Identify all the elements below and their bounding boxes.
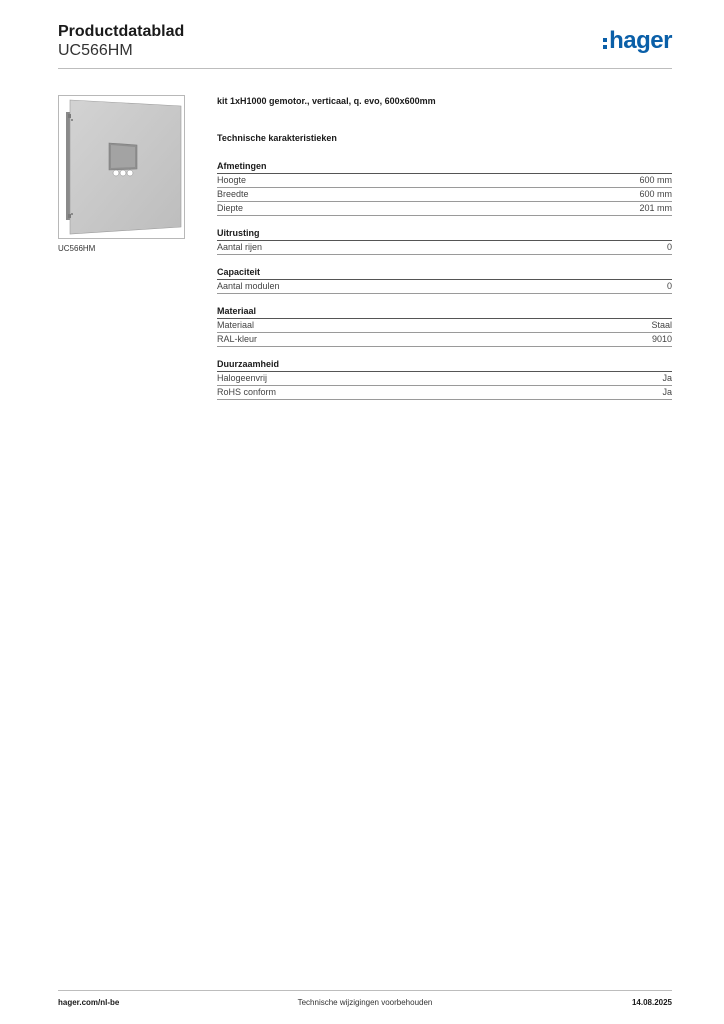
spec-label: Aantal modulen [217, 281, 280, 291]
spec-row [217, 241, 672, 255]
logo-dots-icon [603, 38, 607, 49]
spec-label: RoHS conform [217, 387, 277, 397]
spec-value: Staal [651, 320, 672, 330]
section-title: Duurzaamheid [217, 358, 672, 372]
hager-logo [603, 28, 672, 54]
spec-label: Materiaal [217, 320, 255, 330]
product-image [58, 95, 185, 239]
spec-value: 600 mm [639, 189, 672, 199]
section-title: Afmetingen [217, 160, 672, 174]
section-materiaal [217, 305, 672, 347]
logo-text: hager [609, 27, 672, 54]
spec-value: Ja [662, 373, 672, 383]
product-details [217, 96, 672, 411]
spec-value: 201 mm [639, 203, 672, 213]
spec-row [217, 386, 672, 400]
spec-label: Aantal rijen [217, 242, 263, 252]
spec-value: Ja [662, 387, 672, 397]
product-description: kit 1xH1000 gemotor., verticaal, q. evo, 600x600mm [217, 96, 436, 106]
spec-row [217, 280, 672, 294]
footer-website-link[interactable]: hager.com/nl-be [58, 998, 120, 1007]
section-title: Uitrusting [217, 227, 672, 241]
spec-label: Halogeenvrij [217, 373, 268, 383]
spec-row [217, 188, 672, 202]
page-header [58, 22, 672, 68]
spec-row [217, 333, 672, 347]
spec-value: 600 mm [639, 175, 672, 185]
footer-date: 14.08.2025 [631, 998, 672, 1007]
spec-label: RAL-kleur [217, 334, 258, 344]
section-title: Materiaal [217, 305, 672, 319]
tech-heading: Technische karakteristieken [217, 133, 337, 143]
spec-label: Diepte [217, 203, 244, 213]
page-footer [58, 998, 672, 1010]
footer-notice: Technische wijzigingen voorbehouden [297, 998, 433, 1007]
spec-value: 9010 [651, 334, 672, 344]
spec-value: 0 [666, 281, 672, 291]
section-title: Capaciteit [217, 266, 672, 280]
section-afmetingen [217, 160, 672, 216]
spec-label: Hoogte [217, 175, 247, 185]
image-caption: UC566HM [58, 244, 96, 253]
spec-row [217, 319, 672, 333]
product-panel-icon [59, 96, 184, 238]
section-duurzaamheid [217, 358, 672, 400]
section-uitrusting [217, 227, 672, 255]
document-title: Productdatablad [58, 23, 185, 40]
spec-label: Breedte [217, 189, 249, 199]
spec-row [217, 202, 672, 216]
spec-row [217, 372, 672, 386]
spec-value: 0 [666, 242, 672, 252]
section-capaciteit [217, 266, 672, 294]
spec-row [217, 174, 672, 188]
product-code: UC566HM [58, 42, 133, 59]
header-divider [58, 68, 672, 69]
footer-divider [58, 990, 672, 991]
